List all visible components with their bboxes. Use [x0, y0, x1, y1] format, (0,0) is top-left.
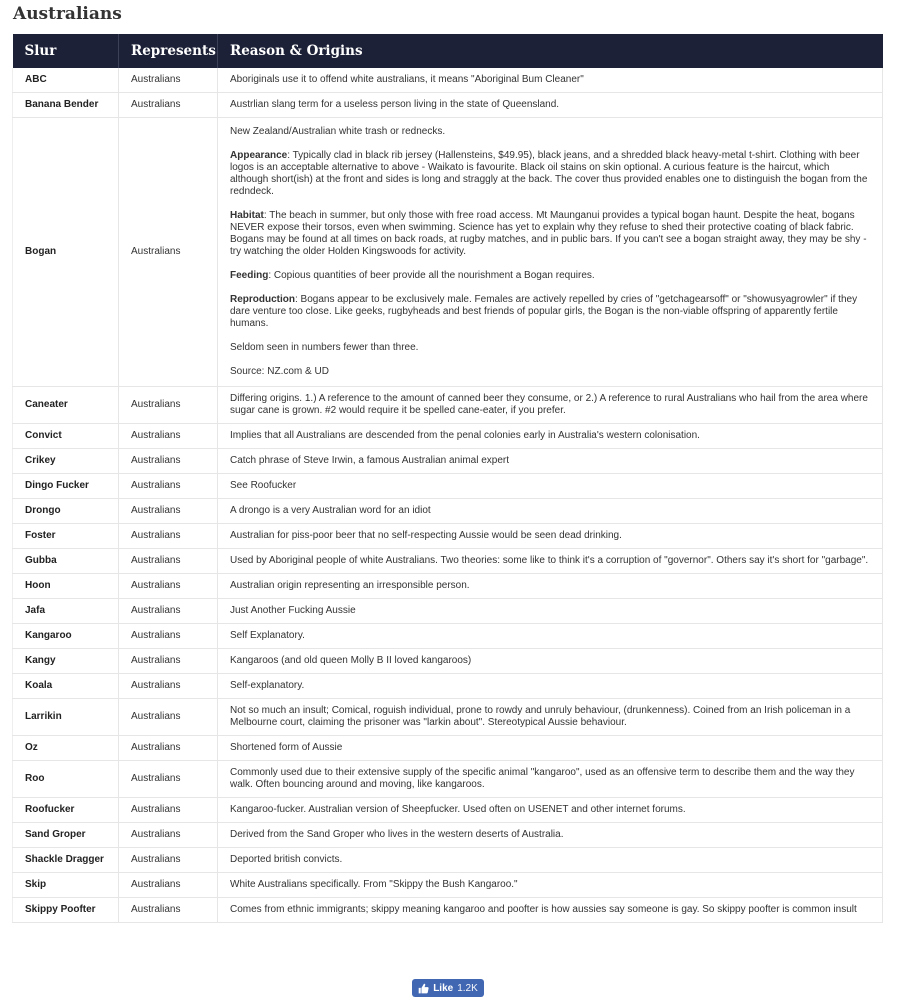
represents-cell: Australians [119, 624, 218, 649]
reason-cell: Australian origin representing an irresponsible person. [218, 574, 883, 599]
column-header-slur: Slur [13, 34, 119, 68]
table-header [13, 34, 883, 68]
slur-cell: Foster [13, 524, 119, 549]
reason-cell: Austrlian slang term for a useless person living in the state of Queensland. [218, 93, 883, 118]
represents-cell: Australians [119, 848, 218, 873]
reason-cell: Kangaroos (and old queen Molly B II loved kangaroos) [218, 649, 883, 674]
represents-cell: Australians [119, 387, 218, 424]
reason-paragraph-text: : Typically clad in black rib jersey (Hallensteins, $49.95), black jeans, and a shredded black heavy-metal t-shirt. Clothing with beer logos is an acceptable alternative to above - Waikato is favourite. Black oil stains on skin optional. A curious feature is the haircut, which although short(ish) at the front and sides is long and straggly at the back. The cover thus provided enables one to distinguish the bogan from the redndeck. [230, 150, 868, 197]
represents-cell: Australians [119, 699, 218, 736]
like-label: Like [433, 982, 454, 994]
reason-cell: Not so much an insult; Comical, roguish individual, prone to rowdy and unruly behaviour, (drunkenness). Coined from an Irish policeman in a Melbourne court, claiming the prisoner was "larkin about". Stereotypical Aussie behaviour. [218, 699, 883, 736]
reason-paragraph-label: Appearance [230, 150, 288, 161]
table-row [13, 424, 883, 449]
slur-cell: Kangy [13, 649, 119, 674]
reason-paragraph [230, 366, 870, 378]
table-row [13, 873, 883, 898]
represents-cell: Australians [119, 424, 218, 449]
reason-paragraph [230, 270, 870, 282]
reason-paragraph-label: Habitat [230, 210, 264, 221]
reason-cell: Catch phrase of Steve Irwin, a famous Australian animal expert [218, 449, 883, 474]
reason-cell: White Australians specifically. From "Skippy the Bush Kangaroo." [218, 873, 883, 898]
table-row [13, 93, 883, 118]
table-row [13, 68, 883, 93]
reason-paragraph-text: : Copious quantities of beer provide all the nourishment a Bogan requires. [268, 270, 595, 281]
reason-cell: Kangaroo-fucker. Australian version of Sheepfucker. Used often on USENET and other internet forums. [218, 798, 883, 823]
reason-cell: Australian for piss-poor beer that no self-respecting Aussie would be seen dead drinking. [218, 524, 883, 549]
table-row [13, 848, 883, 873]
slur-cell: Crikey [13, 449, 119, 474]
table-row [13, 499, 883, 524]
represents-cell: Australians [119, 649, 218, 674]
reason-cell: Deported british convicts. [218, 848, 883, 873]
reason-cell: Implies that all Australians are descended from the penal colonies early in Australia's western colonisation. [218, 424, 883, 449]
table-row [13, 624, 883, 649]
reason-cell: Shortened form of Aussie [218, 736, 883, 761]
reason-cell: A drongo is a very Australian word for an idiot [218, 499, 883, 524]
table-row [13, 449, 883, 474]
slur-table [12, 34, 883, 923]
represents-cell: Australians [119, 761, 218, 798]
reason-paragraph [230, 210, 870, 258]
reason-cell: Aboriginals use it to offend white australians, it means "Aboriginal Bum Cleaner" [218, 68, 883, 93]
reason-paragraph-text: : The beach in summer, but only those with free road access. Mt Maunganui provides a typical bogan haunt. Despite the heat, bogans NEVER expose their torsos, even when swimming. Science has yet to explain why they refuse to shed their protective coating of black fabric. Bogans may be found at all times on back roads, at rugby matches, and in public bars. If you can't see a bogan straight away, they may be shy - try watching the older Holden Kingswoods for activity. [230, 210, 867, 257]
represents-cell: Australians [119, 549, 218, 574]
slur-cell: ABC [13, 68, 119, 93]
reason-cell: Used by Aboriginal people of white Australians. Two theories: some like to think it's a corruption of "governor". Others say it's short for "garbage". [218, 549, 883, 574]
table-row [13, 699, 883, 736]
reason-cell [218, 118, 883, 387]
table-row [13, 736, 883, 761]
slur-cell: Roofucker [13, 798, 119, 823]
reason-paragraph-text: : Bogans appear to be exclusively male. Females are actively repelled by cries of "getchagearsoff" or "showusyagrowler" if they dare venture too close. Like geeks, rugbyheads and best friends of popular girls, the Bogan is the non-viable offspring of apparently fertile humans. [230, 294, 858, 329]
represents-cell: Australians [119, 898, 218, 923]
reason-paragraph [230, 126, 870, 138]
reason-cell: See Roofucker [218, 474, 883, 499]
slur-cell: Drongo [13, 499, 119, 524]
slur-cell: Larrikin [13, 699, 119, 736]
slur-cell: Oz [13, 736, 119, 761]
represents-cell: Australians [119, 574, 218, 599]
represents-cell: Australians [119, 68, 218, 93]
table-row [13, 524, 883, 549]
slur-cell: Gubba [13, 549, 119, 574]
page-title: Australians [13, 4, 122, 24]
slur-cell: Sand Groper [13, 823, 119, 848]
slur-table-container [12, 34, 882, 923]
slur-cell: Jafa [13, 599, 119, 624]
reason-cell: Derived from the Sand Groper who lives in the western deserts of Australia. [218, 823, 883, 848]
represents-cell: Australians [119, 474, 218, 499]
represents-cell: Australians [119, 674, 218, 699]
table-row [13, 387, 883, 424]
slur-cell: Roo [13, 761, 119, 798]
table-row [13, 761, 883, 798]
slur-cell: Skip [13, 873, 119, 898]
table-body [13, 68, 883, 923]
reason-paragraph [230, 342, 870, 354]
table-row [13, 798, 883, 823]
table-header-row [13, 34, 883, 68]
slur-cell: Bogan [13, 118, 119, 387]
represents-cell: Australians [119, 873, 218, 898]
reason-cell: Self Explanatory. [218, 624, 883, 649]
represents-cell: Australians [119, 499, 218, 524]
slur-cell: Caneater [13, 387, 119, 424]
slur-cell: Hoon [13, 574, 119, 599]
reason-cell: Differing origins. 1.) A reference to the amount of canned beer they consume, or 2.) A reference to rural Australians who hail from the area where sugar cane is grown. #2 would require it be spelled cane-eater, if you prefer. [218, 387, 883, 424]
reason-cell: Commonly used due to their extensive supply of the specific animal "kangaroo", used as an offensive term to describe them and the way they walk. Often bouncing around and moving, like kangaroos. [218, 761, 883, 798]
represents-cell: Australians [119, 599, 218, 624]
column-header-represents: Represents [119, 34, 218, 68]
column-header-reason: Reason & Origins [218, 34, 883, 68]
reason-paragraph [230, 294, 870, 330]
slur-cell: Convict [13, 424, 119, 449]
reason-paragraph-text: Source: NZ.com & UD [230, 366, 329, 377]
table-row [13, 823, 883, 848]
slur-cell: Skippy Poofter [13, 898, 119, 923]
represents-cell: Australians [119, 524, 218, 549]
slur-cell: Kangaroo [13, 624, 119, 649]
reason-cell: Just Another Fucking Aussie [218, 599, 883, 624]
slur-cell: Banana Bender [13, 93, 119, 118]
reason-paragraph-label: Reproduction [230, 294, 295, 305]
represents-cell: Australians [119, 736, 218, 761]
table-row [13, 898, 883, 923]
reason-paragraph-text: New Zealand/Australian white trash or rednecks. [230, 126, 446, 137]
reason-paragraph-text: Seldom seen in numbers fewer than three. [230, 342, 419, 353]
table-row [13, 674, 883, 699]
table-row [13, 549, 883, 574]
table-row [13, 474, 883, 499]
reason-paragraph-label: Feeding [230, 270, 269, 281]
table-row [13, 649, 883, 674]
represents-cell: Australians [119, 823, 218, 848]
represents-cell: Australians [119, 449, 218, 474]
reason-cell: Self-explanatory. [218, 674, 883, 699]
slur-cell: Shackle Dragger [13, 848, 119, 873]
reason-paragraph [230, 150, 870, 198]
reason-cell: Comes from ethnic immigrants; skippy meaning kangaroo and poofter is how aussies say someone is gay. So skippy poofter is common insult [218, 898, 883, 923]
slur-cell: Koala [13, 674, 119, 699]
table-row [13, 574, 883, 599]
like-count: 1.2K [457, 982, 478, 994]
represents-cell: Australians [119, 93, 218, 118]
facebook-like-button[interactable] [412, 979, 484, 997]
represents-cell: Australians [119, 118, 218, 387]
thumbs-up-icon [418, 983, 429, 994]
represents-cell: Australians [119, 798, 218, 823]
slur-cell: Dingo Fucker [13, 474, 119, 499]
table-row [13, 118, 883, 387]
table-row [13, 599, 883, 624]
